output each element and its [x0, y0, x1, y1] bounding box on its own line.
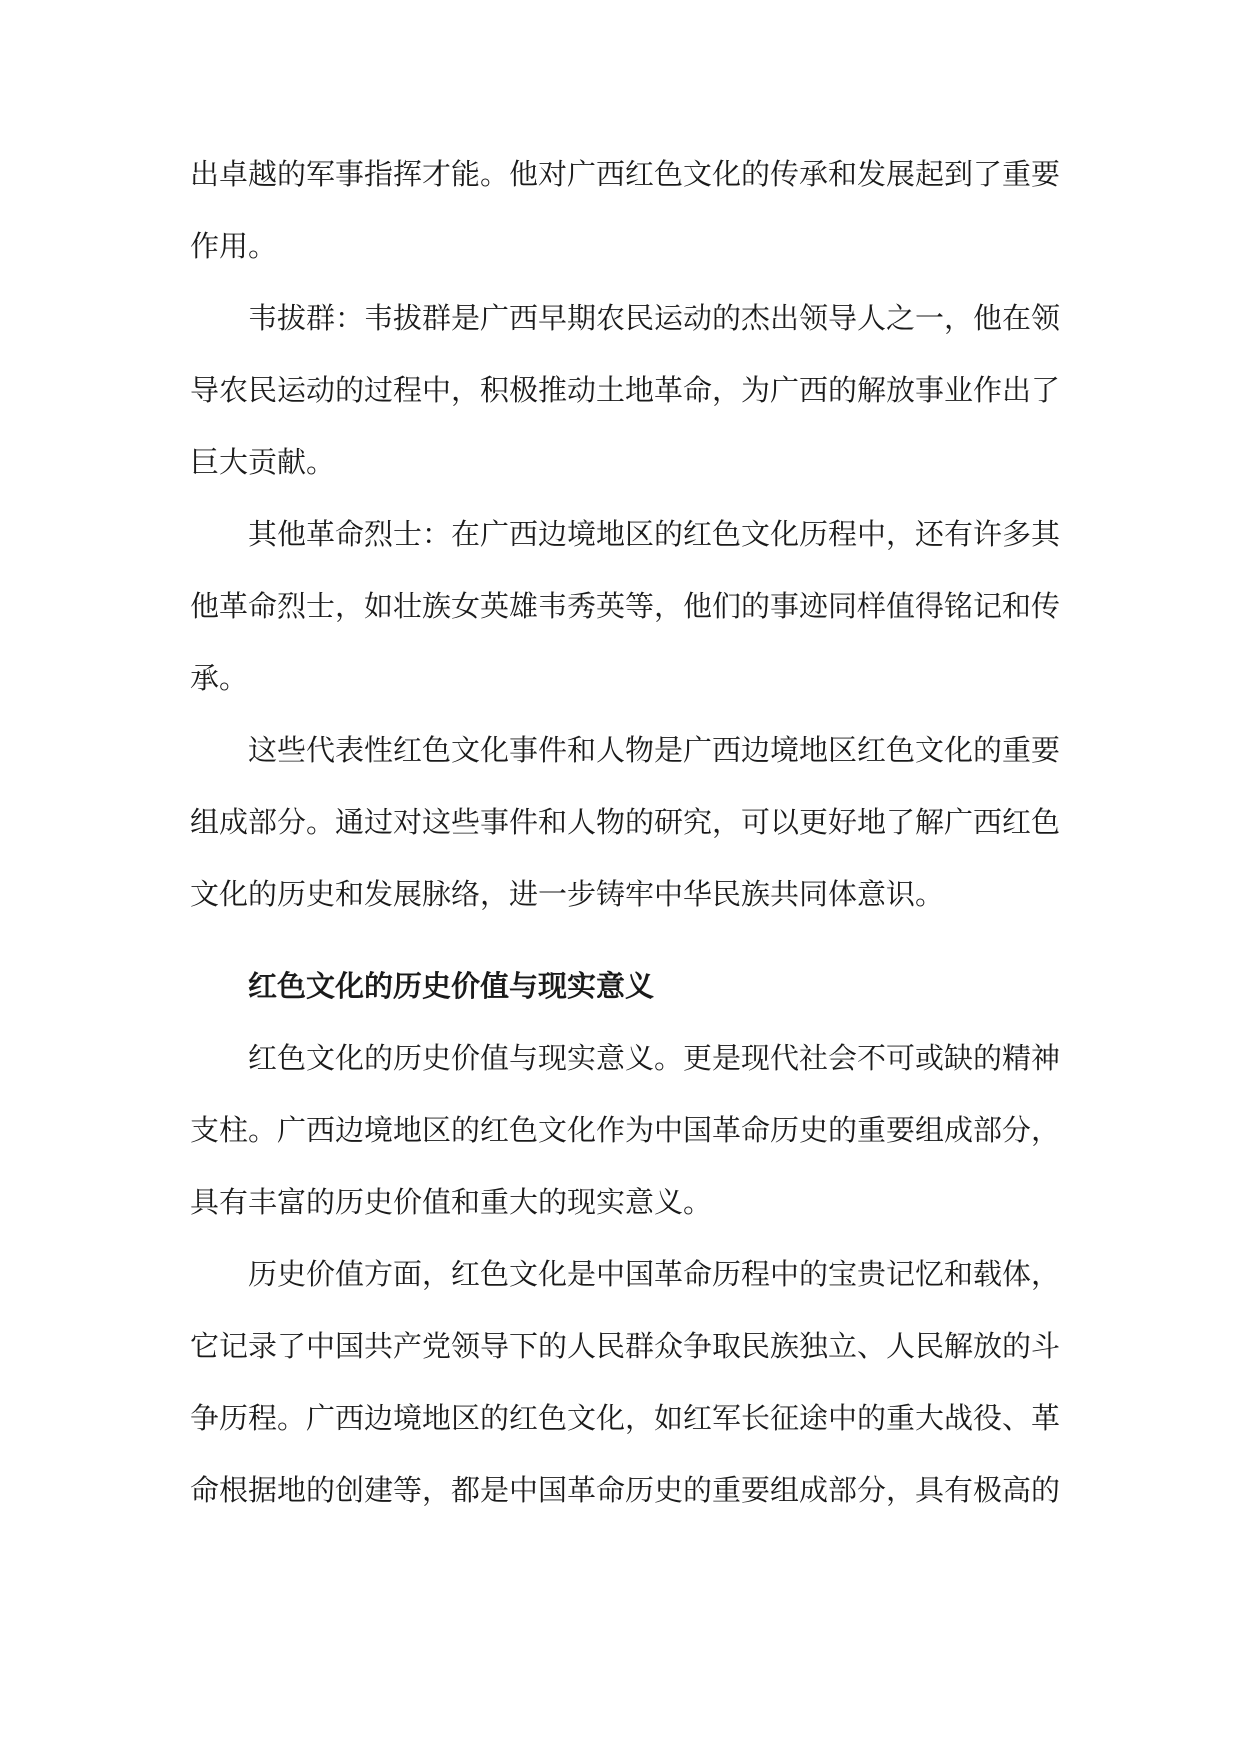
paragraph-other-martyrs: 其他革命烈士：在广西边境地区的红色文化历程中，还有许多其他革命烈士，如壮族女英雄韦秀英等，他们的事迹同样值得铭记和传承。 — [190, 517, 1061, 695]
paragraph-continued: 出卓越的军事指挥才能。他对广西红色文化的传承和发展起到了重要作用。 — [190, 157, 1061, 263]
paragraph-historical-value: 历史价值方面，红色文化是中国革命历程中的宝贵记忆和载体，它记录了中国共产党领导下的人民群众争取民族独立、人民解放的斗争历程。广西边境地区的红色文化，如红军长征途中的重大战役、革命根据地的创建等，都是中国革命历史的重要组成部分，具有极高的 — [190, 1257, 1061, 1507]
paragraph-wei-baqun: 韦拔群：韦拔群是广西早期农民运动的杰出领导人之一，他在领导农民运动的过程中，积极推动土地革命，为广西的解放事业作出了巨大贡献。 — [190, 301, 1061, 479]
paragraph-section-intro: 红色文化的历史价值与现实意义。更是现代社会不可或缺的精神支柱。广西边境地区的红色文化作为中国革命历史的重要组成部分，具有丰富的历史价值和重大的现实意义。 — [190, 1041, 1061, 1219]
section-heading: 红色文化的历史价值与现实意义 — [248, 969, 655, 1003]
document-body — [190, 138, 1060, 1526]
paragraph-summary: 这些代表性红色文化事件和人物是广西边境地区红色文化的重要组成部分。通过对这些事件和人物的研究，可以更好地了解广西红色文化的历史和发展脉络，进一步铸牢中华民族共同体意识。 — [190, 733, 1061, 911]
